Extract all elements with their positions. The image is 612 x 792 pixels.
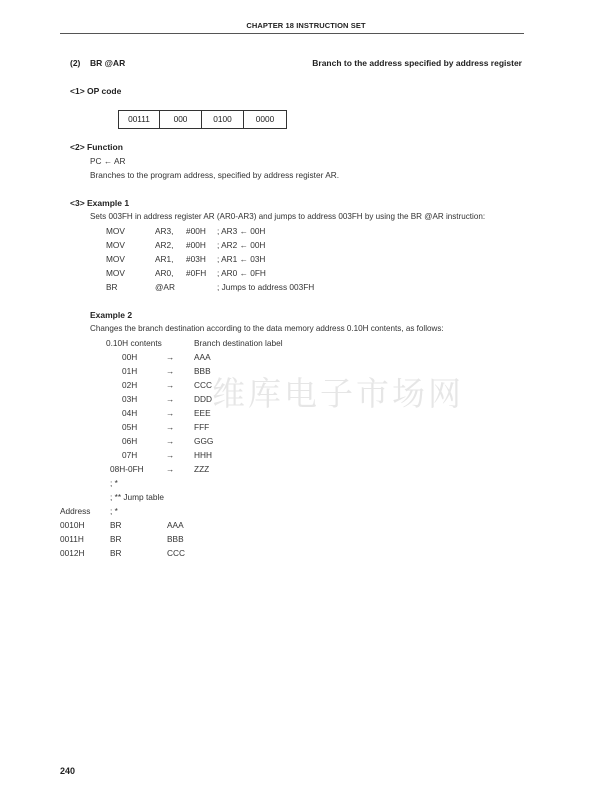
code-comment: ; * [110,506,118,516]
arrow-icon: → [166,366,175,376]
example2-heading: Example 2 [90,310,133,320]
contents-column-heading: 0.10H contents [106,338,162,348]
code-op: MOV [106,240,125,250]
arrow-icon: → [166,422,175,432]
function-heading: <2> Function [70,142,123,152]
label-column-heading: Branch destination label [194,338,283,348]
example1-heading: <3> Example 1 [70,198,130,208]
function-line-2: Branches to the program address, specified by address register AR. [90,170,340,180]
code-arg1: AR3, [155,226,174,236]
address-heading: Address [60,506,91,516]
code-arg1: AR1, [155,254,174,264]
code-arg2: #0FH [186,268,207,278]
jump-address: 0010H [60,520,85,530]
opcode-field: 00111 [119,111,160,128]
contents-value: 06H [122,436,138,446]
jump-op: BR [110,520,122,530]
opcode-heading: <1> OP code [70,86,122,96]
function-line-1: PC ← AR [90,156,126,166]
code-arg2: #00H [186,226,206,236]
section-description: Branch to the address specified by address register [312,58,522,68]
opcode-field: 0000 [255,114,275,124]
opcode-field: 0100 [202,111,244,128]
example2-intro: Changes the branch destination according to the data memory address 0.10H contents, as follows: [90,324,444,333]
jump-address: 0011H [60,534,84,544]
jump-op: BR [110,548,122,558]
contents-value: 05H [122,422,138,432]
destination-label: HHH [194,450,212,460]
page-number: 240 [60,766,76,776]
opcode-table [118,110,287,129]
contents-value: 04H [122,408,138,418]
code-comment: ; AR3 ← 00H [217,226,266,236]
header-rule [60,33,524,34]
code-arg1: AR0, [155,268,174,278]
jump-op: BR [110,534,122,544]
code-comment: ; AR2 ← 00H [217,240,266,250]
code-arg2: #03H [186,254,206,264]
code-comment: ; Jumps to address 003FH [217,282,315,292]
arrow-icon: → [166,464,175,474]
contents-value: 08H-0FH [110,464,144,474]
arrow-icon: → [166,450,175,460]
jump-label: AAA [167,520,184,530]
destination-label: BBB [194,366,211,376]
watermark: 维库电子市场网 [212,374,464,413]
arrow-icon: → [166,394,175,404]
arrow-icon: → [166,436,175,446]
code-op: BR [106,282,118,292]
contents-value: 01H [122,366,138,376]
contents-value: 03H [122,394,138,404]
destination-label: GGG [194,436,214,446]
code-comment: ; * [110,478,118,488]
destination-label: DDD [194,394,212,404]
destination-label: ZZZ [194,464,210,474]
opcode-field: 000 [160,111,202,128]
destination-label: AAA [194,352,211,362]
jump-address: 0012H [60,548,85,558]
page-header: CHAPTER 18 INSTRUCTION SET [246,21,366,30]
code-op: MOV [106,268,125,278]
destination-label: CCC [194,380,212,390]
jump-label: BBB [167,534,184,544]
code-op: MOV [106,254,125,264]
destination-label: FFF [194,422,210,432]
code-op: MOV [106,226,125,236]
jump-label: CCC [167,548,185,558]
section-mnemonic: BR @AR [90,58,126,68]
contents-value: 07H [122,450,138,460]
destination-label: EEE [194,408,211,418]
code-comment: ; AR1 ← 03H [217,254,266,264]
arrow-icon: → [166,352,175,362]
code-comment: ; AR0 ← 0FH [217,268,266,278]
code-arg2: #00H [186,240,206,250]
example1-intro: Sets 003FH in address register AR (AR0-AR3) and jumps to address 003FH by using the BR @AR instruction: [90,212,486,221]
contents-value: 00H [122,352,138,362]
code-arg1: AR2, [155,240,174,250]
section-number: (2) [70,58,81,68]
arrow-icon: → [166,408,175,418]
contents-value: 02H [122,380,138,390]
arrow-icon: → [166,380,175,390]
code-arg1: @AR [155,282,175,292]
code-comment: ; ** Jump table [110,492,164,502]
